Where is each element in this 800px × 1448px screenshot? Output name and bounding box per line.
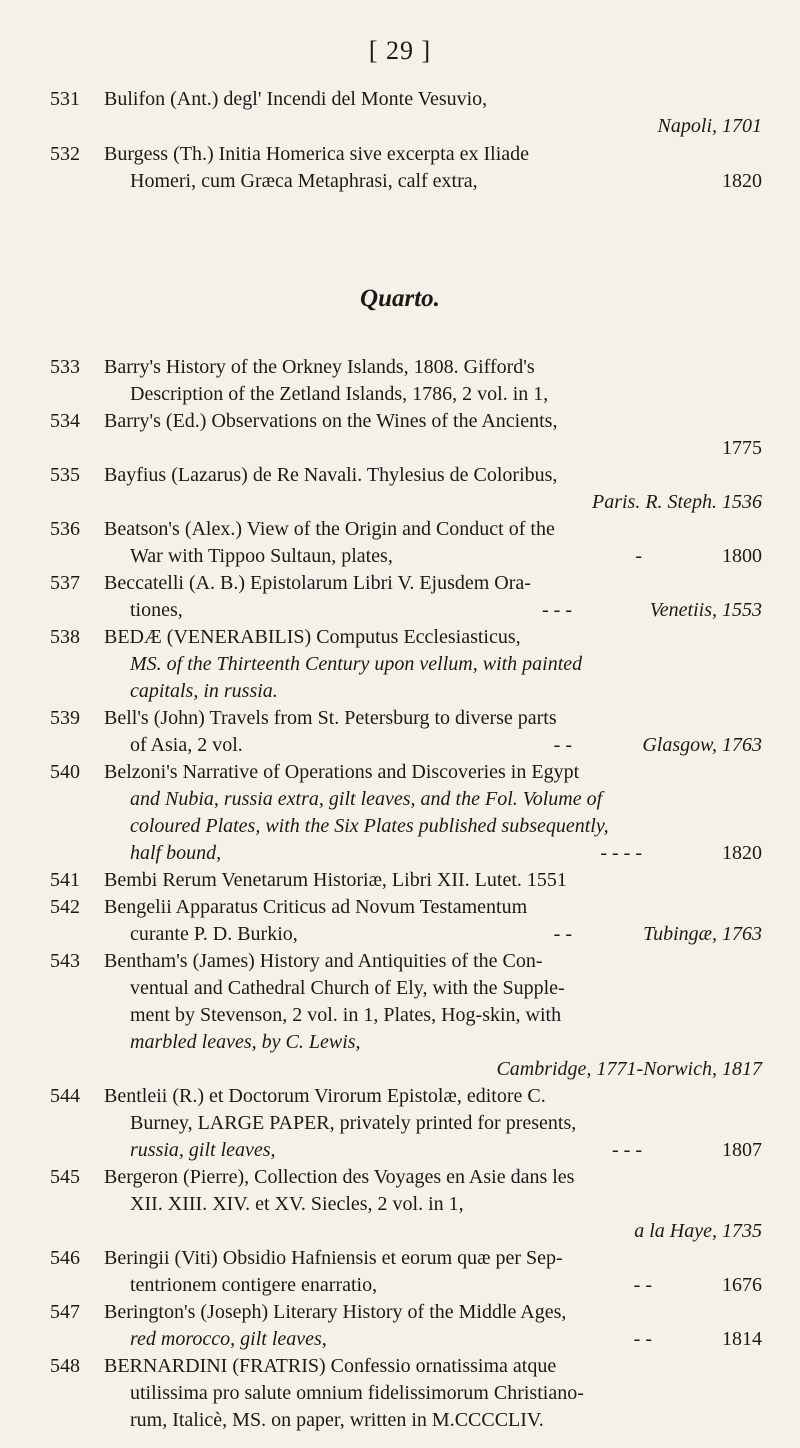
entry-line: Berington's (Joseph) Literary History of the Middle Ages, (104, 1301, 567, 1323)
catalogue-entry-540 (50, 759, 762, 867)
entry-line: curante P. D. Burkio, (130, 923, 298, 945)
entry-imprint: Napoli, 1701 (657, 115, 762, 137)
entry-line: Beatson's (Alex.) View of the Origin and Conduct of the (104, 518, 555, 540)
entry-number: 539 (50, 707, 80, 729)
entry-line: Bayfius (Lazarus) de Re Navali. Thylesius de Coloribus, (104, 464, 558, 486)
entry-line: Barry's (Ed.) Observations on the Wines of the Ancients, (104, 410, 558, 432)
entry-date: 1676 (722, 1274, 762, 1296)
page-number: [ 29 ] (368, 36, 432, 65)
entry-imprint: Cambridge, 1771-Norwich, 1817 (496, 1058, 762, 1080)
catalogue-entry-542 (50, 894, 762, 948)
dash-leader: - - (633, 1328, 652, 1350)
entry-line: Beccatelli (A. B.) Epistolarum Libri V. Ejusdem Ora- (104, 572, 531, 594)
entry-number: 540 (50, 761, 80, 783)
entry-number: 542 (50, 896, 80, 918)
entry-line: ment by Stevenson, 2 vol. in 1, Plates, Hog-skin, with (130, 1004, 562, 1026)
entry-line: XII. XIII. XIV. et XV. Siecles, 2 vol. in 1, (130, 1193, 464, 1215)
entry-line: Belzoni's Narrative of Operations and Discoveries in Egypt (104, 761, 580, 783)
entry-number: 532 (50, 143, 80, 165)
section-heading: Quarto. (360, 285, 440, 312)
entry-line: Bentleii (R.) et Doctorum Virorum Epistolæ, editore C. (104, 1085, 546, 1107)
entry-line: red morocco, gilt leaves, (130, 1328, 327, 1350)
entry-line: of Asia, 2 vol. (130, 734, 243, 756)
entry-number: 546 (50, 1247, 80, 1269)
entry-number: 536 (50, 518, 80, 540)
entry-line: Burney, LARGE PAPER, privately printed for presents, (130, 1112, 577, 1134)
catalogue-entry-547 (50, 1299, 762, 1353)
entry-number: 533 (50, 356, 80, 378)
entry-line: Bentham's (James) History and Antiquities of the Con- (104, 950, 543, 972)
entry-line: BEDÆ (VENERABILIS) Computus Ecclesiasticus, (104, 626, 521, 648)
entry-line: tiones, (130, 599, 183, 621)
entry-line: utilissima pro salute omnium fidelissimorum Christiano- (130, 1382, 584, 1404)
entry-line: Homeri, cum Græca Metaphrasi, calf extra, (130, 170, 478, 192)
entry-line: half bound, (130, 842, 222, 864)
entry-line: Beringii (Viti) Obsidio Hafniensis et eorum quæ per Sep- (104, 1247, 563, 1269)
catalogue-entry-531 (50, 86, 762, 140)
entry-imprint: a la Haye, 1735 (634, 1220, 762, 1242)
dash-leader: - - - - (600, 842, 642, 864)
entry-imprint: Tubingæ, 1763 (643, 923, 762, 945)
entry-number: 544 (50, 1085, 80, 1107)
catalogue-entry-541 (50, 867, 762, 894)
catalogue-entry-536 (50, 516, 762, 570)
entry-line: MS. of the Thirteenth Century upon vellum, with painted (130, 653, 583, 675)
entry-line: capitals, in russia. (130, 680, 278, 702)
dash-leader: - - (633, 1274, 652, 1296)
entry-line: BERNARDINI (FRATRIS) Confessio ornatissima atque (104, 1355, 557, 1377)
entry-line: ventual and Cathedral Church of Ely, with the Supple- (130, 977, 565, 999)
catalogue-entry-546 (50, 1245, 762, 1299)
entry-number: 538 (50, 626, 80, 648)
entry-line: Description of the Zetland Islands, 1786, 2 vol. in 1, (130, 383, 549, 405)
entry-number: 531 (50, 88, 80, 110)
catalogue-entry-538 (50, 624, 762, 705)
entry-line: russia, gilt leaves, (130, 1139, 276, 1161)
dash-leader: - - (553, 734, 572, 756)
catalogue-entry-543 (50, 948, 762, 1083)
entry-number: 547 (50, 1301, 80, 1323)
entry-number: 537 (50, 572, 80, 594)
entry-number: 545 (50, 1166, 80, 1188)
entry-number: 535 (50, 464, 80, 486)
entry-number: 541 (50, 869, 80, 891)
entry-line: and Nubia, russia extra, gilt leaves, and the Fol. Volume of (130, 788, 603, 810)
entry-date: 1775 (722, 437, 762, 459)
entry-imprint: Venetiis, 1553 (649, 599, 762, 621)
entry-date: 1807 (722, 1139, 762, 1161)
catalogue-entry-534 (50, 408, 762, 462)
catalogue-entry-539 (50, 705, 762, 759)
catalogue-entry-532 (50, 141, 762, 195)
catalogue-entry-545 (50, 1164, 762, 1245)
entry-date: 1814 (722, 1328, 762, 1350)
entry-line: Bembi Rerum Venetarum Historiæ, Libri XII. Lutet. 1551 (104, 869, 567, 891)
entry-line: War with Tippoo Sultaun, plates, (130, 545, 393, 567)
entry-line: coloured Plates, with the Six Plates published subsequently, (130, 815, 609, 837)
entry-imprint: Paris. R. Steph. 1536 (592, 491, 762, 513)
catalogue-entry-537 (50, 570, 762, 624)
dash-leader: - - - (542, 599, 572, 621)
catalogue-entry-533 (50, 354, 762, 408)
entry-line: rum, Italicè, MS. on paper, written in M.CCCCLIV. (130, 1409, 544, 1431)
catalogue-entry-548 (50, 1353, 762, 1434)
dash-leader: - - (553, 923, 572, 945)
entry-line: Bulifon (Ant.) degl' Incendi del Monte Vesuvio, (104, 88, 488, 110)
entry-line: Bengelii Apparatus Criticus ad Novum Testamentum (104, 896, 528, 918)
entry-line: marbled leaves, by C. Lewis, (130, 1031, 361, 1053)
entry-line: Barry's History of the Orkney Islands, 1808. Gifford's (104, 356, 535, 378)
dash-leader: - (635, 545, 642, 567)
entry-line: Bergeron (Pierre), Collection des Voyages en Asie dans les (104, 1166, 575, 1188)
entry-line: Bell's (John) Travels from St. Petersburg to diverse parts (104, 707, 557, 729)
entry-date: 1820 (722, 842, 762, 864)
catalogue-entry-535 (50, 462, 762, 516)
entry-number: 543 (50, 950, 80, 972)
catalogue-entry-544 (50, 1083, 762, 1164)
entry-date: 1800 (722, 545, 762, 567)
entry-date: 1820 (722, 170, 762, 192)
entry-line: Burgess (Th.) Initia Homerica sive excerpta ex Iliade (104, 143, 530, 165)
entry-number: 548 (50, 1355, 80, 1377)
entry-imprint: Glasgow, 1763 (642, 734, 762, 756)
dash-leader: - - - (612, 1139, 642, 1161)
entry-number: 534 (50, 410, 80, 432)
entry-line: tentrionem contigere enarratio, (130, 1274, 378, 1296)
